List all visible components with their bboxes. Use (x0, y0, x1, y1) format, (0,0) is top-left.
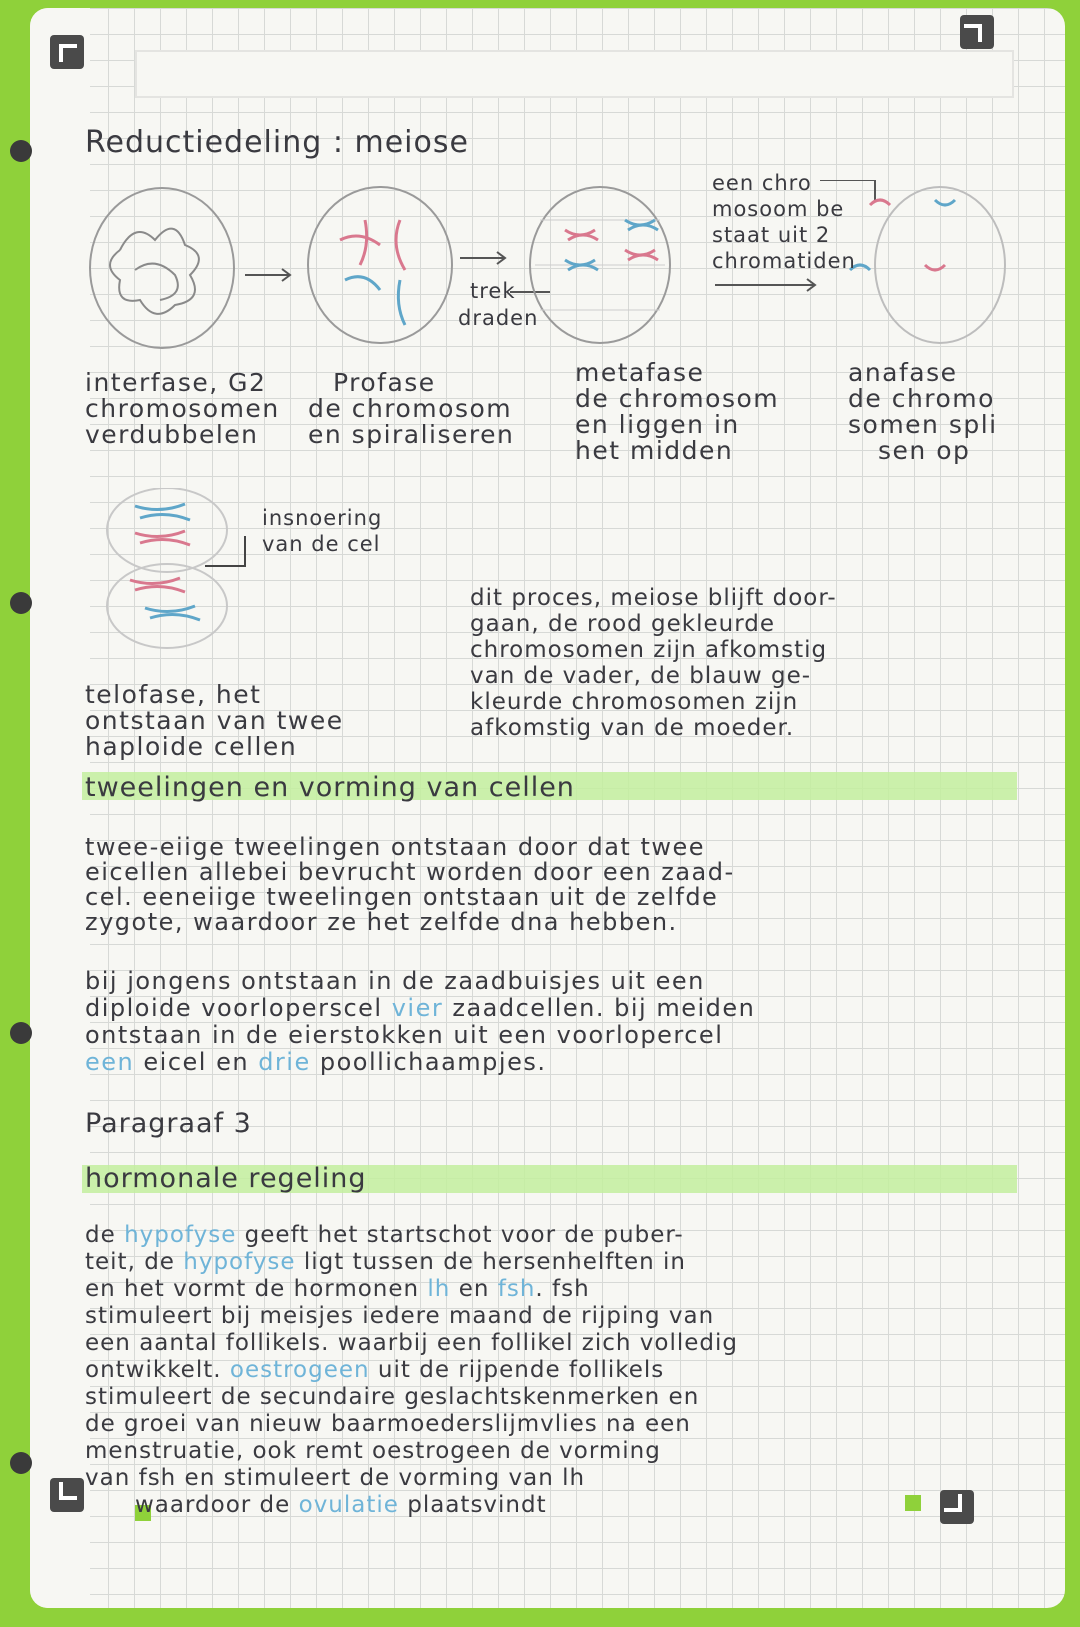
blue-text-span: lh (427, 1276, 451, 1302)
text-line (85, 968, 755, 995)
note-line: afkomstig van de moeder. (470, 715, 795, 741)
phase-interfase (85, 370, 280, 448)
phase-line: Profase (333, 368, 436, 397)
binder-hole (10, 1452, 32, 1474)
text-span: een aantal follikels. waarbij een follikel zich volledig (85, 1330, 738, 1356)
text-line: eicellen allebei bevrucht worden door een zaad- (85, 858, 735, 886)
note-line: staat uit 2 (712, 223, 831, 247)
text-span: uit de rijpende follikels (369, 1357, 665, 1383)
blue-text-span: vier (391, 994, 444, 1022)
blue-text-span: ovulatie (298, 1492, 399, 1518)
text-line (85, 1049, 755, 1076)
blue-text-span: fsh (497, 1276, 536, 1302)
text-span: diploide voorloperscel (85, 994, 392, 1022)
text-span: geeft het startschot voor de puber- (236, 1222, 684, 1248)
text-span: stimuleert de secundaire geslachtskenmerken en (85, 1384, 700, 1410)
corner-mark-icon (960, 15, 994, 49)
text-span: ontwikkelt. (85, 1357, 230, 1383)
text-line: zygote, waardoor ze het zelfde dna hebben. (85, 908, 678, 936)
text-line (85, 1384, 738, 1411)
text-span: poollichaampjes. (310, 1048, 547, 1076)
text-span: plaatsvindt (398, 1492, 547, 1518)
section-heading: tweelingen en vorming van cellen (85, 772, 575, 803)
label-line: haploide cellen (85, 732, 298, 761)
text-span: waardoor de (135, 1492, 299, 1518)
text-line (85, 1492, 738, 1519)
arrow-label-trek: trek (470, 279, 516, 303)
text-line (85, 1222, 738, 1249)
corner-mark-icon (50, 1478, 84, 1512)
chromatid-note (712, 170, 856, 274)
text-line (85, 1303, 738, 1330)
text-line (85, 1276, 738, 1303)
section-heading: hormonale regeling (85, 1163, 367, 1194)
corner-mark-icon (50, 35, 84, 69)
text-line (85, 1357, 738, 1384)
text-span: eicel en (134, 1048, 259, 1076)
note-line: chromatiden (712, 249, 856, 273)
text-span: bij jongens ontstaan in de zaadbuisjes uit een (85, 967, 705, 995)
paragraph-tweelingen (85, 835, 735, 935)
text-line: cel. eeneiige tweelingen ontstaan uit de zelfde (85, 883, 719, 911)
phase-line: metafase (575, 358, 705, 387)
meiosis-diagram (80, 180, 1020, 360)
corner-mark-icon (940, 1490, 974, 1524)
text-span: menstruatie, ook remt oestrogeen de vorming (85, 1438, 661, 1464)
header-field (135, 50, 1014, 98)
binder-hole (10, 140, 32, 162)
text-line (85, 995, 755, 1022)
arrow-label-draden: draden (458, 306, 539, 330)
label-line: telofase, het (85, 680, 262, 709)
text-span: teit, de (85, 1249, 184, 1275)
phase-metafase (575, 360, 779, 464)
text-line: twee-eiige tweelingen ontstaan door dat twee (85, 833, 706, 861)
page-title: Reductiedeling : meiose (85, 125, 469, 160)
blue-text-span: hypofyse (124, 1222, 237, 1248)
phase-line: en liggen in (575, 410, 740, 439)
phase-line: de chromosom (575, 384, 780, 413)
text-line (85, 1022, 755, 1049)
phase-line: verdubbelen (85, 420, 259, 449)
blue-text-span: oestrogeen (229, 1357, 370, 1383)
binder-hole (10, 1022, 32, 1044)
note-line: van de vader, de blauw ge- (470, 663, 812, 689)
note-line: gaan, de rood gekleurde (470, 611, 776, 637)
telofase-diagram (105, 488, 265, 658)
phase-line: de chromosom (308, 394, 513, 423)
note-line: mosoom be (712, 197, 845, 221)
note-line: dit proces, meiose blijft door- (470, 585, 837, 611)
text-line (85, 1465, 738, 1492)
text-span: zaadcellen. bij meiden (443, 994, 756, 1022)
note-line: chromosomen zijn afkomstig (470, 637, 828, 663)
label-line: insnoering (262, 506, 383, 530)
paragraaf-heading: Paragraaf 3 (85, 1108, 252, 1139)
text-span: de (85, 1222, 125, 1248)
paragraph-hormonen (85, 1222, 738, 1519)
phase-anafase (848, 360, 998, 464)
label-line: van de cel (262, 532, 381, 556)
phase-line: de chromo (848, 384, 995, 413)
phase-line: sen op (878, 436, 971, 465)
text-span: de groei van nieuw baarmoederslijmvlies na een (85, 1411, 691, 1437)
paragraph-gameten (85, 968, 755, 1076)
phase-line: en spiraliseren (308, 420, 515, 449)
text-line (85, 1411, 738, 1438)
text-span: ontstaan in de eierstokken uit een voorlopercel (85, 1021, 724, 1049)
insnoering-label (262, 505, 382, 557)
phase-line: het midden (575, 436, 734, 465)
phase-profase (308, 370, 514, 448)
blue-text-span: drie (258, 1048, 311, 1076)
text-span: en (450, 1276, 498, 1302)
phase-line: somen spli (848, 410, 998, 439)
text-span: van fsh en stimuleert de vorming van lh (85, 1465, 586, 1491)
phase-line: anafase (848, 358, 958, 387)
label-line: ontstaan van twee (85, 706, 344, 735)
blue-text-span: een (85, 1048, 135, 1076)
note-line: een chro (712, 171, 812, 195)
text-span: en het vormt de hormonen (85, 1276, 428, 1302)
phase-line: interfase, G2 (85, 368, 267, 397)
process-note (470, 585, 837, 741)
note-line: kleurde chromosomen zijn (470, 689, 799, 715)
text-line (85, 1249, 738, 1276)
text-span: ligt tussen de hersenhelften in (295, 1249, 686, 1275)
binder-hole (10, 592, 32, 614)
green-square-icon (905, 1495, 921, 1511)
blue-text-span: hypofyse (183, 1249, 296, 1275)
text-span: stimuleert bij meisjes iedere maand de rijping van (85, 1303, 715, 1329)
phase-line: chromosomen (85, 394, 280, 423)
text-span: . fsh (535, 1276, 590, 1302)
telofase-label (85, 682, 344, 760)
text-line (85, 1330, 738, 1357)
text-line (85, 1438, 738, 1465)
